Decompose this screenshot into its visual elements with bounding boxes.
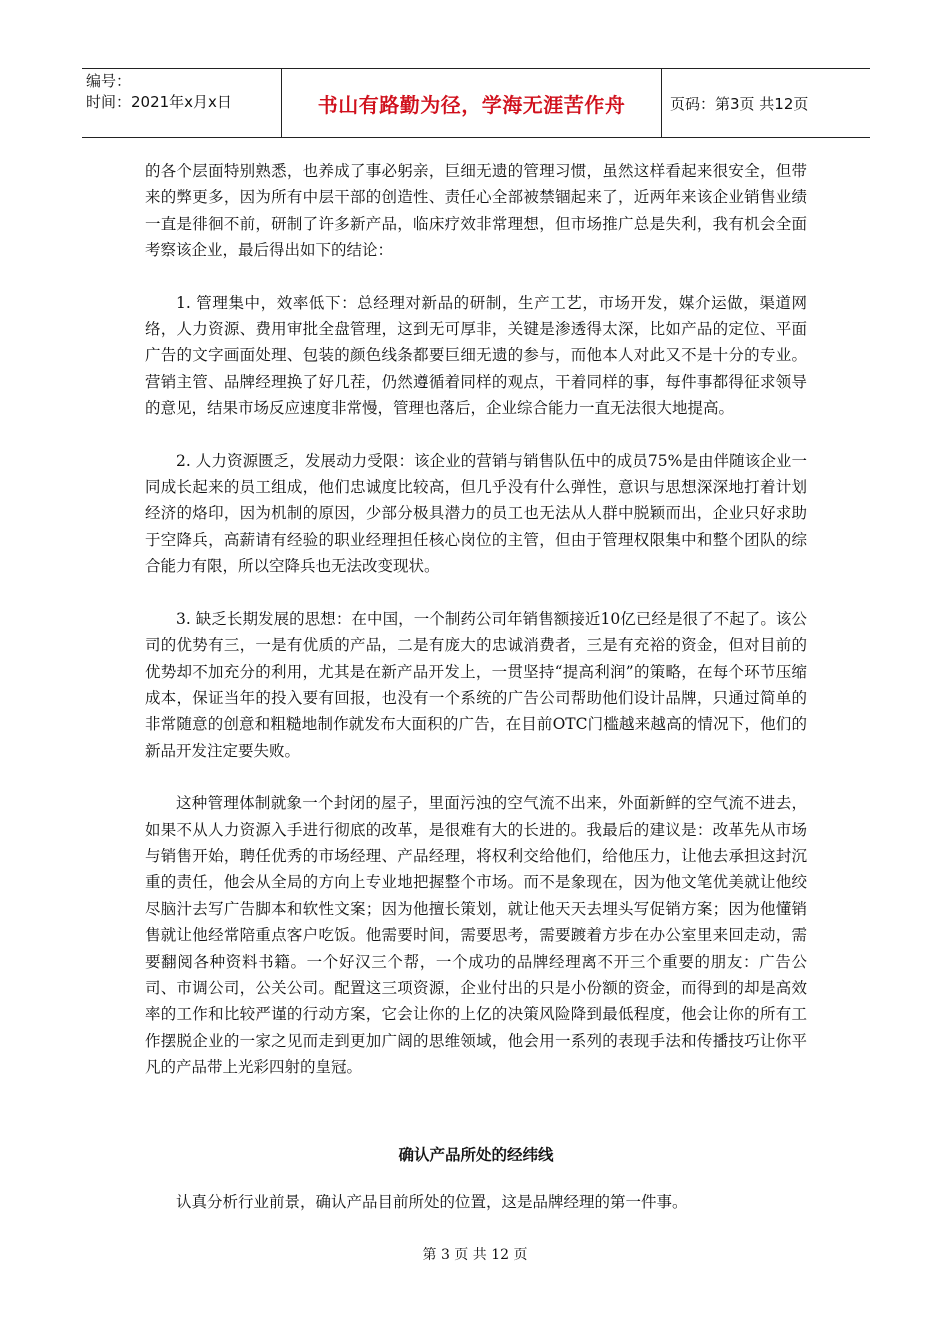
body-paragraph: 认真分析行业前景，确认产品目前所处的位置，这是品牌经理的第一件事。 bbox=[176, 1193, 688, 1211]
number-label: 编号： bbox=[86, 72, 132, 90]
body-paragraph: 1. 管理集中，效率低下：总经理对新品的研制，生产工艺，市场开发，媒介运做，渠道网络，人力资源、费用审批全盘管理，这到无可厚非，关键是渗透得太深，比如产品的定位、平面广告的文字画面处理、包装的颜色线条都要巨细无遗的参与，而他本人对此又不是十分的专业。营销主管、品牌经理换了好几茬，仍然遵循着同样的观点，干着同样的事，每件事都得征求领导的意见，结果市场反应速度非常慢，管理也落后，企业综合能力一直无法很大地提高。 bbox=[145, 293, 807, 418]
header-meta bbox=[82, 69, 282, 137]
body-paragraph: 3. 缺乏长期发展的思想：在中国，一个制药公司年销售额接近10亿已经是很了不起了。该公司的优势有三，一是有优质的产品，二是有庞大的忠诚消费者，三是有充裕的资金，但对目前的优势却不加充分的利用，尤其是在新产品开发上，一贯坚持“提高利润”的策略，在每个环节压缩成本，保证当年的投入要有回报，也没有一个系统的广告公司帮助他们设计品牌，只通过简单的非常随意的创意和粗糙地制作就发布大面积的广告，在目前OTC门槛越来越高的情况下，他们的新品开发注定要失败。 bbox=[145, 609, 807, 760]
header-page-info: 页码：第3页 共12页 bbox=[670, 94, 809, 113]
body-paragraph: 这种管理体制就象一个封闭的屋子，里面污浊的空气流不出来，外面新鲜的空气流不进去，如果不从人力资源入手进行彻底的改革，是很难有大的长进的。我最后的建议是：改革先从市场与销售开始，聘任优秀的市场经理、产品经理，将权利交给他们，给他压力，让他去承担这封沉重的责任，他会从全局的方向上专业地把握整个市场。而不是象现在，因为他文笔优美就让他绞尽脑汁去写广告脚本和软性文案；因为他擅长策划，就让他天天去埋头写促销方案；因为他懂销售就让他经常陪重点客户吃饭。他需要时间，需要思考，需要踱着方步在办公室里来回走动，需要翻阅各种资料书籍。一个好汉三个帮，一个成功的品牌经理离不开三个重要的朋友：广告公司、市调公司，公关公司。配置这三项资源，企业付出的只是小份额的资金，而得到的却是高效率的工作和比较严谨的行动方案，它会让你的上亿的决策风险降到最低程度，他会让你的所有工作摆脱企业的一家之见而走到更加广阔的思维领域，他会用一系列的表现手法和传播技巧让你平凡的产品带上光彩四射的皇冠。 bbox=[145, 794, 807, 1077]
page-footer: 第 3 页 共 12 页 bbox=[422, 1247, 528, 1263]
header-motto: 书山有路勤为径，学海无涯苦作舟 bbox=[282, 69, 662, 137]
document-body bbox=[145, 158, 807, 1107]
section-heading: 确认产品所处的经纬线 bbox=[398, 1145, 554, 1164]
body-paragraph: 的各个层面特别熟悉，也养成了事必躬亲，巨细无遗的管理习惯，虽然这样看起来很安全，但带来的弊更多，因为所有中层干部的创造性、责任心全部被禁锢起来了，近两年来该企业销售业绩一直是徘徊不前，研制了许多新产品，临床疗效非常理想，但市场推广总是失利，我有机会全面考察该企业，最后得出如下的结论： bbox=[145, 162, 807, 260]
body-paragraph: 2. 人力资源匮乏，发展动力受限：该企业的营销与销售队伍中的成员75%是由伴随该企业一同成长起来的员工组成，他们忠诚度比较高，但几乎没有什么弹性，意识与思想深深地打着计划经济的烙印，因为机制的原因，少部分极具潜力的员工也无法从人群中脱颖而出，企业只好求助于空降兵，高薪请有经验的职业经理担任核心岗位的主管，但由于管理权限集中和整个团队的综合能力有限，所以空降兵也无法改变现状。 bbox=[145, 451, 807, 576]
page-header bbox=[82, 68, 870, 138]
date-label: 时间：2021年x月x日 bbox=[86, 93, 232, 111]
